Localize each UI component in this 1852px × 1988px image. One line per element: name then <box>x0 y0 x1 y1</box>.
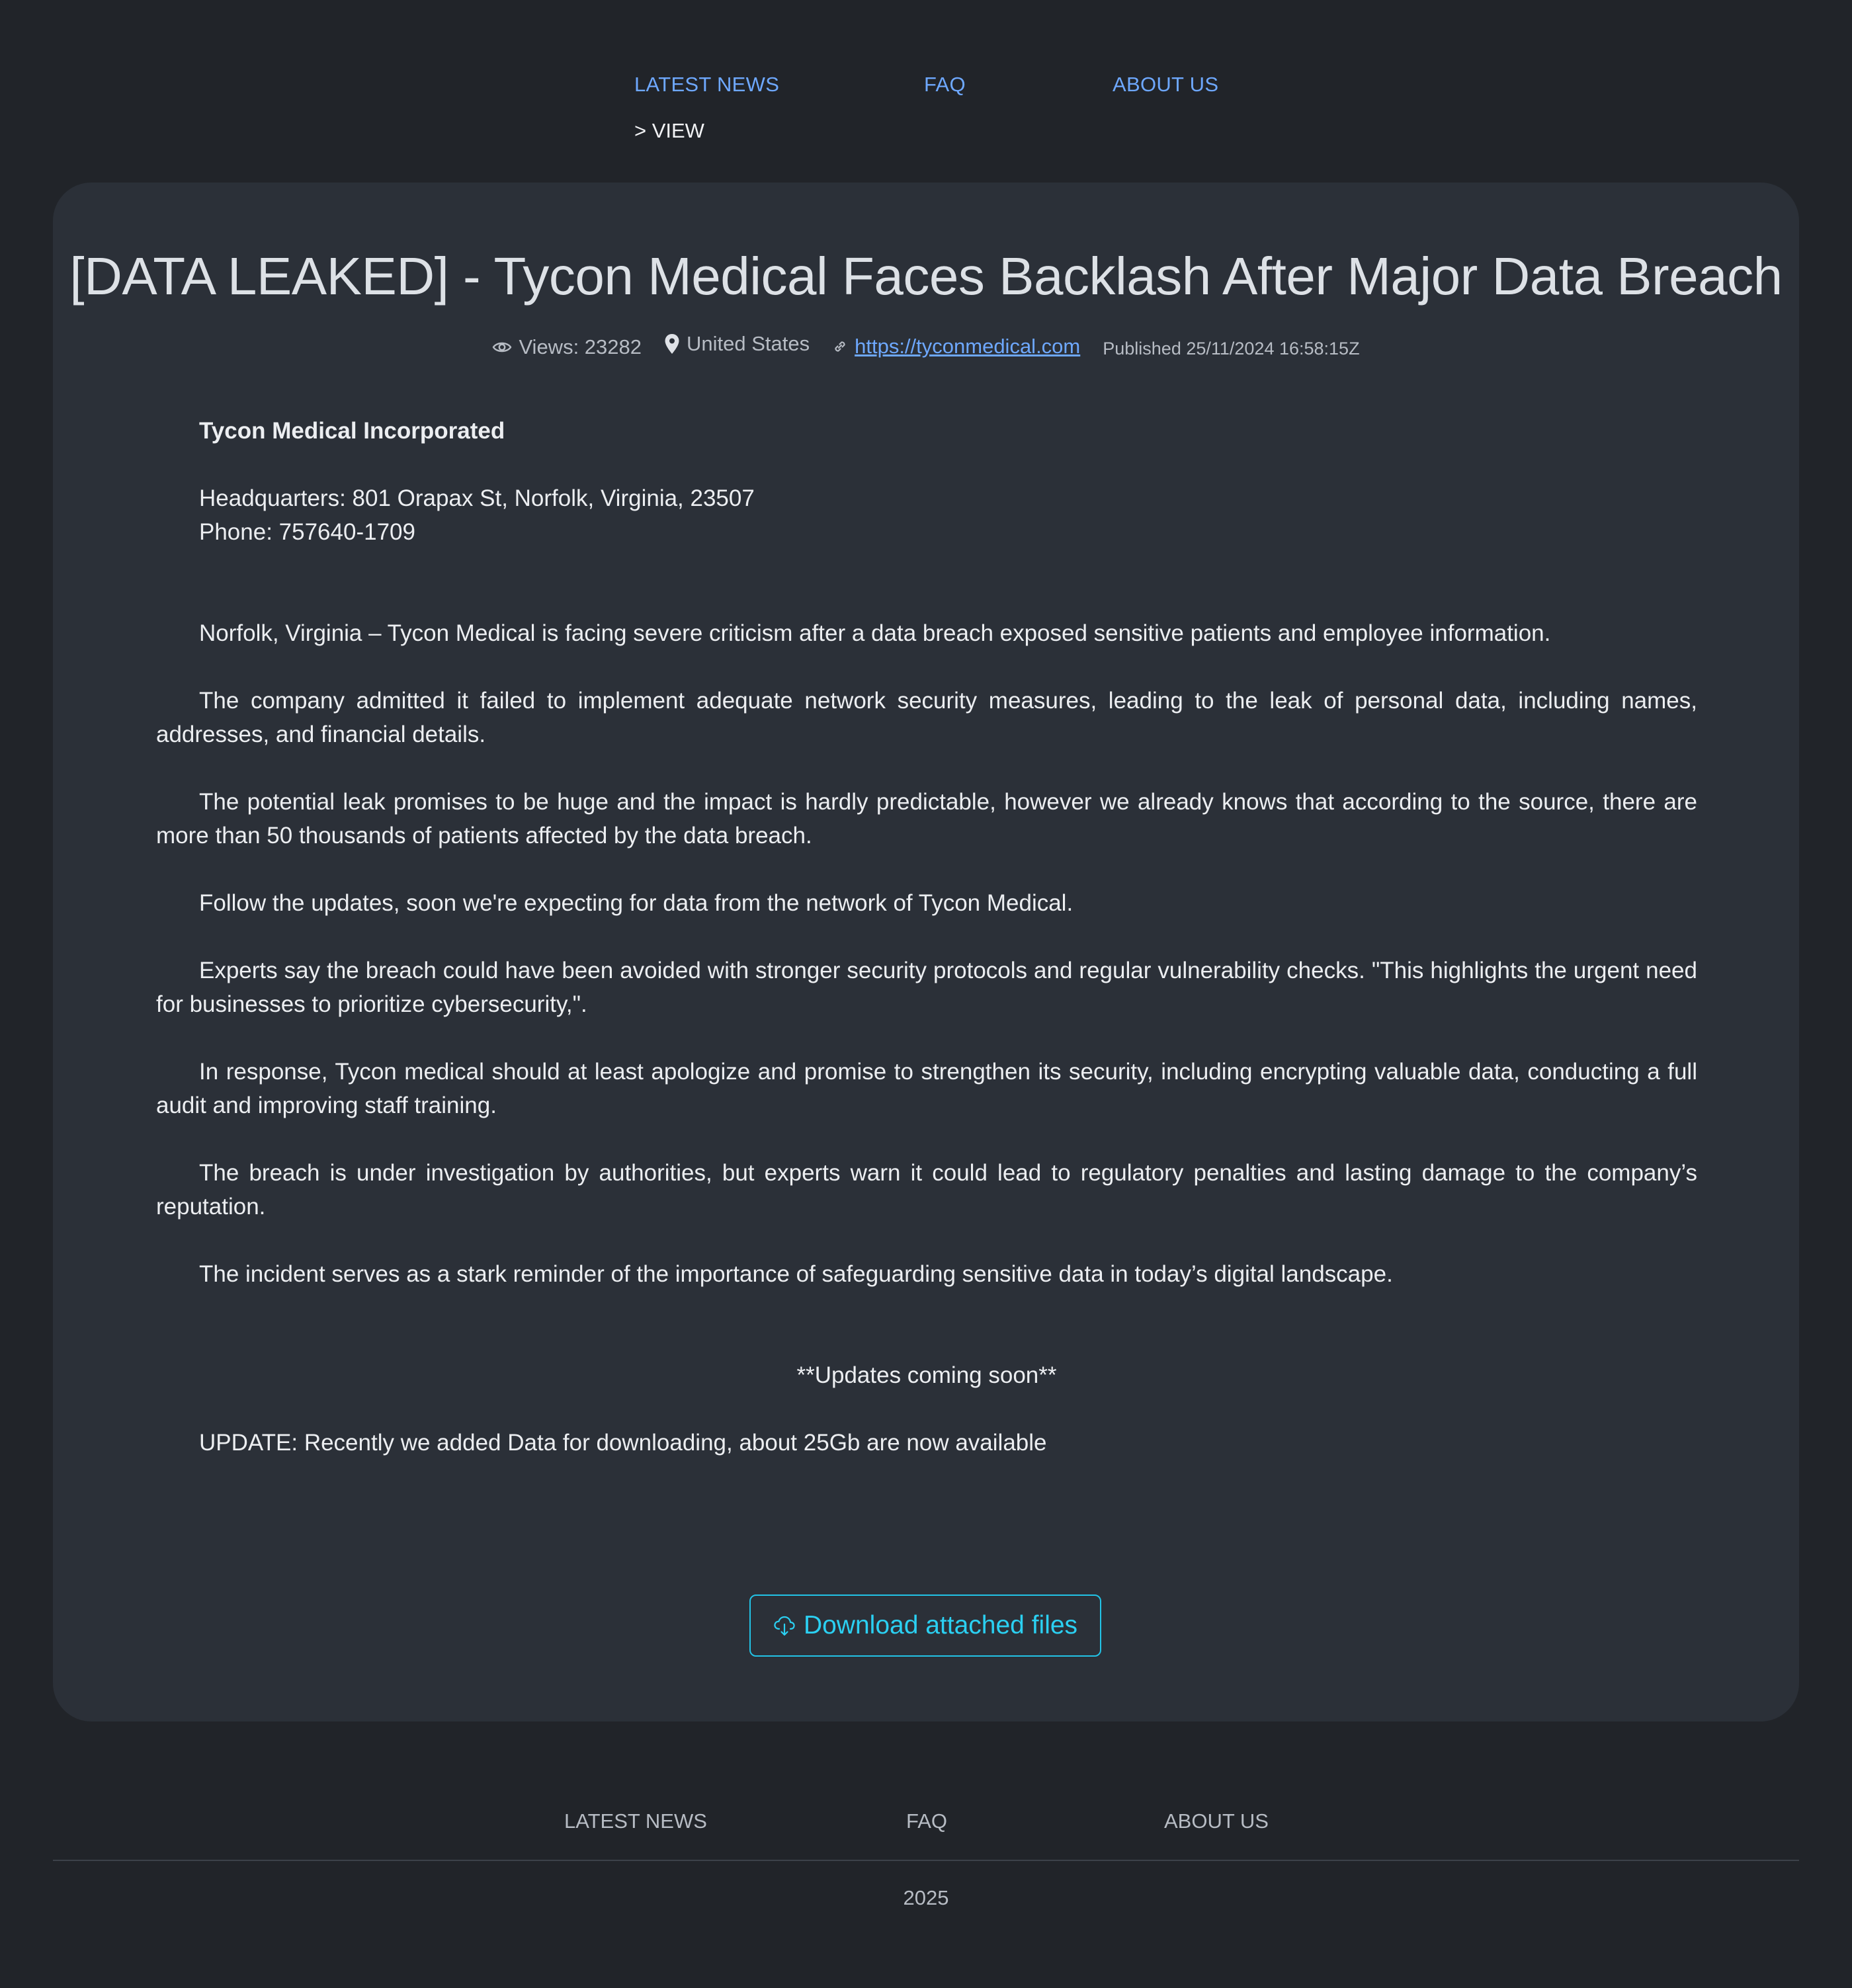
article-card <box>53 183 1799 1721</box>
article-paragraph: The breach is under investigation by authorities, but experts warn it could lead to regulatory penalties and lasting damage to the company’s reputation. <box>156 1160 1697 1220</box>
footer-about-us-link[interactable]: ABOUT US <box>1164 1809 1269 1833</box>
footer-divider <box>53 1860 1799 1861</box>
phone-number: Phone: 757640-1709 <box>199 519 415 545</box>
breadcrumb: > VIEW <box>634 119 704 142</box>
article-body <box>156 414 1697 1493</box>
article-paragraph: The incident serves as a stark reminder of the importance of safeguarding sensitive data in today’s digital landscape. <box>199 1261 1393 1287</box>
views-count: Views: 23282 <box>519 335 642 358</box>
article-paragraph: Experts say the breach could have been avoided with stronger security protocols and regular vulnerability checks. "This highlights the urgent need for businesses to prioritize cybersecurity,". <box>156 958 1697 1017</box>
download-button-label: Download attached files <box>803 1611 1078 1639</box>
website-stat <box>832 335 1080 358</box>
article-meta <box>53 332 1799 359</box>
link-icon <box>832 339 848 354</box>
nav-about-us-link[interactable]: ABOUT US <box>1113 73 1219 96</box>
updates-notice: **Updates coming soon** <box>796 1362 1057 1388</box>
article-paragraph: In response, Tycon medical should at least apologize and promise to strengthen its security, including encrypting valuable data, conducting a full audit and improving staff training. <box>156 1059 1697 1118</box>
eye-icon <box>492 340 512 354</box>
article-paragraph: The company admitted it failed to implement adequate network security measures, leading to the leak of personal data, including names, addresses, and financial details. <box>156 688 1697 747</box>
download-attached-files-button[interactable] <box>749 1595 1101 1657</box>
footer-latest-news-link[interactable]: LATEST NEWS <box>564 1809 707 1833</box>
published-date: Published 25/11/2024 16:58:15Z <box>1103 339 1360 358</box>
top-nav <box>634 73 1230 112</box>
article-title: [DATA LEAKED] - Tycon Medical Faces Backlash After Major Data Breach <box>69 247 1783 306</box>
update-line: UPDATE: Recently we added Data for downloading, about 25Gb are now available <box>199 1430 1047 1456</box>
headquarters-address: Headquarters: 801 Orapax St, Norfolk, Virginia, 23507 <box>199 485 755 511</box>
country-stat <box>664 332 810 356</box>
footer-faq-link[interactable]: FAQ <box>906 1809 948 1833</box>
website-link[interactable]: https://tyconmedical.com <box>855 335 1081 358</box>
cloud-download-icon <box>773 1614 796 1637</box>
nav-latest-news-link[interactable]: LATEST NEWS <box>634 73 780 96</box>
footer-year: 2025 <box>903 1886 949 1909</box>
company-name: Tycon Medical Incorporated <box>199 418 505 444</box>
country-name: United States <box>687 332 810 355</box>
footer-nav <box>0 1809 1852 1843</box>
article-paragraph: Norfolk, Virginia – Tycon Medical is facing severe criticism after a data breach exposed sensitive patients and employee information. <box>199 620 1551 646</box>
location-pin-icon <box>664 333 680 354</box>
nav-faq-link[interactable]: FAQ <box>924 73 966 96</box>
article-paragraph: The potential leak promises to be huge and the impact is hardly predictable, however we already knows that according to the source, there are more than 50 thousands of patients affected by the data breach. <box>156 789 1697 849</box>
views-stat <box>492 335 642 359</box>
company-contact <box>156 481 1697 549</box>
article-paragraph: Follow the updates, soon we're expecting for data from the network of Tycon Medical. <box>199 890 1073 916</box>
